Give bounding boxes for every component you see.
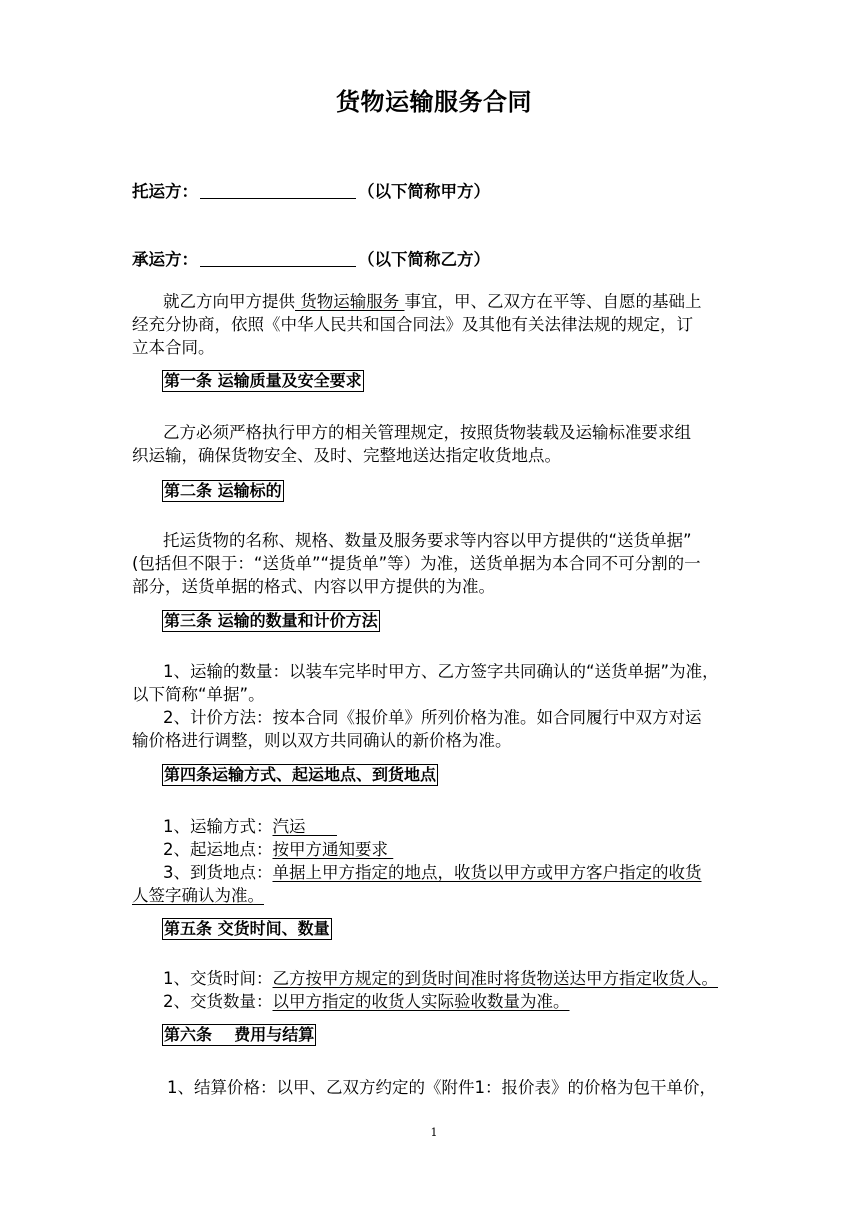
section-2-heading: 第二条 运输标的 — [164, 481, 282, 500]
section-5-heading: 第五条 交货时间、数量 — [164, 919, 330, 938]
transport-mode: 1、运输方式：汽运 — [163, 817, 337, 836]
intro-line-3: 立本合同。 — [132, 338, 215, 357]
intro-paragraph — [132, 290, 740, 359]
delivery-time-value: 乙方按甲方规定的到货时间准时将货物送达甲方指定收货人。 — [272, 969, 718, 988]
intro-line-2: 经充分协商，依照《中华人民共和国合同法》及其他有关法律法规的规定，订 — [132, 315, 693, 334]
party-b-label: 承运方： — [132, 250, 198, 269]
party-a-blank[interactable] — [200, 182, 356, 199]
party-b-line — [132, 246, 490, 270]
section-4-body — [132, 815, 740, 907]
intro-line-1: 就乙方向甲方提供 货物运输服务 事宜，甲、乙双方在平等、自愿的基础上 — [163, 292, 702, 311]
section-3-heading: 第三条 运输的数量和计价方法 — [164, 611, 378, 630]
section-6-heading: 第六条 费用与结算 — [164, 1025, 315, 1044]
party-b-suffix: （以下简称乙方） — [358, 250, 490, 269]
origin: 2、起运地点：按甲方通知要求 — [163, 840, 394, 859]
delivery-quantity-value: 以甲方指定的收货人实际验收数量为准。 — [272, 992, 570, 1011]
destination: 3、到货地点：单据上甲方指定的地点，收货以甲方或甲方客户指定的收货 — [163, 863, 702, 882]
section-2-body: 托运货物的名称、规格、数量及服务要求等内容以甲方提供的“送货单据” (包括但不限于：“送货单”“提货单”等）为准，送货单据为本合同不可分割的一 部分，送货单据的格式、内容以甲方提供的为准。 — [132, 531, 701, 596]
section-1-body: 乙方必须严格执行甲方的相关管理规定，按照货物装载及运输标准要求组 织运输，确保货物安全、及时、完整地送达指定收货地点。 — [132, 423, 691, 465]
section-6-body: 1、结算价格：以甲、乙双方约定的《附件1：报价表》的价格为包干单价， — [167, 1078, 716, 1097]
destination-value-line-2: 人签字确认为准。 — [132, 886, 264, 905]
transport-mode-value: 汽运 — [272, 817, 337, 836]
intro-service: 货物运输服务 — [295, 292, 405, 311]
party-a-suffix: （以下简称甲方） — [358, 182, 490, 201]
party-a-line — [132, 178, 490, 202]
party-a-label: 托运方： — [132, 182, 198, 201]
section-5-body — [132, 967, 740, 1013]
origin-value: 按甲方通知要求 — [272, 840, 394, 859]
delivery-quantity: 2、交货数量：以甲方指定的收货人实际验收数量为准。 — [163, 992, 570, 1011]
section-4-heading: 第四条运输方式、起运地点、到货地点 — [164, 765, 437, 784]
document-title: 货物运输服务合同 — [336, 88, 532, 116]
delivery-time: 1、交货时间：乙方按甲方规定的到货时间准时将货物送达甲方指定收货人。 — [163, 969, 718, 988]
page-number: 1 — [430, 1126, 438, 1139]
party-b-blank[interactable] — [200, 250, 356, 267]
section-1-heading: 第一条 运输质量及安全要求 — [164, 371, 362, 390]
section-3-body: 1、运输的数量：以装车完毕时甲方、乙方签字共同确认的“送货单据”为准， 以下简称“单据”。 2、计价方法：按本合同《报价单》所列价格为准。如合同履行中双方对运 输价格进行调整，则以双方共同确认的新价格为准。 — [132, 662, 719, 750]
destination-value-line-1: 单据上甲方指定的地点，收货以甲方或甲方客户指定的收货 — [272, 863, 702, 882]
